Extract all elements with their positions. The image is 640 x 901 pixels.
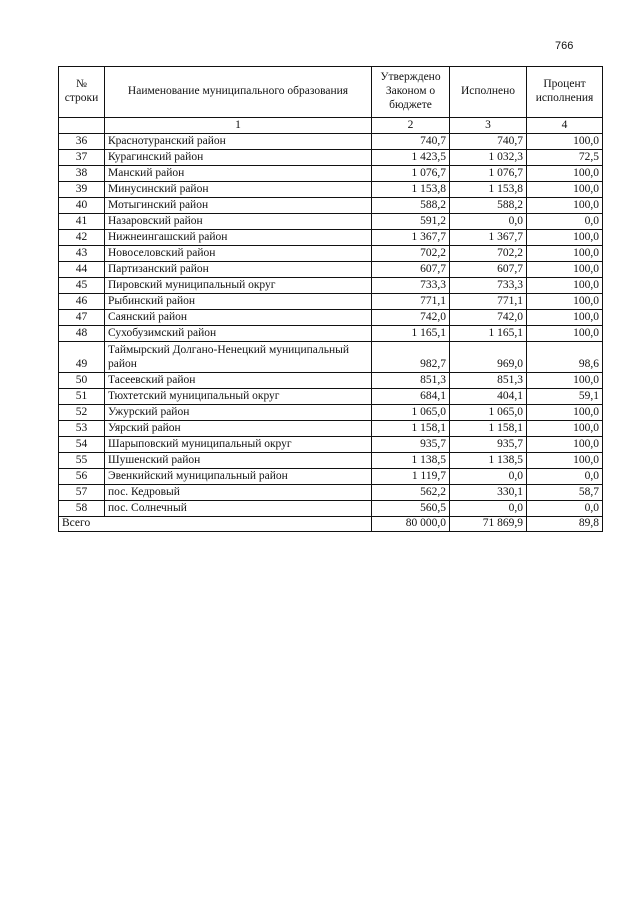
executed-cell: 742,0: [450, 310, 527, 326]
approved-cell: 771,1: [372, 294, 450, 310]
table-row: [59, 469, 603, 485]
approved-cell: 1 065,0: [372, 405, 450, 421]
row-number-cell: 54: [59, 437, 105, 453]
executed-cell: 1 065,0: [450, 405, 527, 421]
municipality-name-cell: пос. Кедровый: [105, 485, 372, 501]
row-number-cell: 37: [59, 150, 105, 166]
approved-cell: 591,2: [372, 214, 450, 230]
total-approved: 80 000,0: [372, 517, 450, 532]
municipality-name-cell: Тюхтетский муниципальный округ: [105, 389, 372, 405]
executed-cell: 733,3: [450, 278, 527, 294]
percent-cell: 100,0: [527, 166, 603, 182]
row-number-cell: 41: [59, 214, 105, 230]
approved-cell: 1 076,7: [372, 166, 450, 182]
row-number-cell: 44: [59, 262, 105, 278]
municipality-name-cell: Сухобузимский район: [105, 326, 372, 342]
municipality-name-cell: Манский район: [105, 166, 372, 182]
municipality-name-cell: Партизанский район: [105, 262, 372, 278]
executed-cell: 702,2: [450, 246, 527, 262]
row-number-cell: 51: [59, 389, 105, 405]
executed-cell: 1 367,7: [450, 230, 527, 246]
percent-cell: 100,0: [527, 437, 603, 453]
row-number-cell: 50: [59, 373, 105, 389]
municipality-name-cell: Шушенский район: [105, 453, 372, 469]
executed-cell: 0,0: [450, 501, 527, 517]
row-number-cell: 40: [59, 198, 105, 214]
approved-cell: 1 119,7: [372, 469, 450, 485]
header-municipality-name: Наименование муниципального образования: [105, 67, 372, 118]
row-number-cell: 39: [59, 182, 105, 198]
percent-cell: 0,0: [527, 501, 603, 517]
municipality-name-cell: Саянский район: [105, 310, 372, 326]
executed-cell: 740,7: [450, 134, 527, 150]
municipality-name-cell: Эвенкийский муниципальный район: [105, 469, 372, 485]
percent-cell: 59,1: [527, 389, 603, 405]
percent-cell: 100,0: [527, 182, 603, 198]
table-row: [59, 342, 603, 373]
budget-execution-table: [58, 66, 603, 532]
municipality-name-cell: Шарыповский муниципальный округ: [105, 437, 372, 453]
municipality-name-cell: Мотыгинский район: [105, 198, 372, 214]
total-label: Всего: [59, 517, 372, 532]
executed-cell: 0,0: [450, 214, 527, 230]
percent-cell: 72,5: [527, 150, 603, 166]
row-number-cell: 52: [59, 405, 105, 421]
table-row: [59, 166, 603, 182]
approved-cell: 560,5: [372, 501, 450, 517]
table-row: [59, 134, 603, 150]
percent-cell: 100,0: [527, 198, 603, 214]
table-row: [59, 373, 603, 389]
header-percent: Процент исполнения: [527, 67, 603, 118]
header-executed: Исполнено: [450, 67, 527, 118]
table-row: [59, 437, 603, 453]
column-number-1: 1: [105, 118, 372, 134]
header-approved: Утверждено Законом о бюджете: [372, 67, 450, 118]
column-number-4: 4: [527, 118, 603, 134]
table-row: [59, 182, 603, 198]
row-number-cell: 55: [59, 453, 105, 469]
percent-cell: 100,0: [527, 310, 603, 326]
table-row: [59, 278, 603, 294]
row-number-cell: 49: [59, 342, 105, 373]
approved-cell: 1 367,7: [372, 230, 450, 246]
executed-cell: 1 165,1: [450, 326, 527, 342]
approved-cell: 740,7: [372, 134, 450, 150]
table-row: [59, 230, 603, 246]
municipality-name-cell: Назаровский район: [105, 214, 372, 230]
percent-cell: 100,0: [527, 294, 603, 310]
table-row: [59, 326, 603, 342]
approved-cell: 982,7: [372, 342, 450, 373]
municipality-name-cell: Уярский район: [105, 421, 372, 437]
percent-cell: 100,0: [527, 373, 603, 389]
percent-cell: 100,0: [527, 134, 603, 150]
percent-cell: 100,0: [527, 230, 603, 246]
percent-cell: 100,0: [527, 421, 603, 437]
percent-cell: 98,6: [527, 342, 603, 373]
table-row: [59, 485, 603, 501]
executed-cell: 0,0: [450, 469, 527, 485]
table-row: [59, 246, 603, 262]
approved-cell: 1 153,8: [372, 182, 450, 198]
table-row: [59, 310, 603, 326]
executed-cell: 607,7: [450, 262, 527, 278]
table-row: [59, 501, 603, 517]
percent-cell: 100,0: [527, 246, 603, 262]
table-row: [59, 150, 603, 166]
executed-cell: 1 076,7: [450, 166, 527, 182]
table-row: [59, 198, 603, 214]
approved-cell: 702,2: [372, 246, 450, 262]
table-body: [59, 134, 603, 517]
row-number-cell: 56: [59, 469, 105, 485]
table-row: [59, 214, 603, 230]
percent-cell: 0,0: [527, 469, 603, 485]
percent-cell: 0,0: [527, 214, 603, 230]
approved-cell: 562,2: [372, 485, 450, 501]
approved-cell: 1 158,1: [372, 421, 450, 437]
percent-cell: 58,7: [527, 485, 603, 501]
percent-cell: 100,0: [527, 453, 603, 469]
executed-cell: 1 138,5: [450, 453, 527, 469]
municipality-name-cell: Рыбинский район: [105, 294, 372, 310]
approved-cell: 851,3: [372, 373, 450, 389]
executed-cell: 1 158,1: [450, 421, 527, 437]
page-number: 766: [555, 40, 574, 52]
approved-cell: 588,2: [372, 198, 450, 214]
municipality-name-cell: Нижнеингашский район: [105, 230, 372, 246]
column-number-3: 3: [450, 118, 527, 134]
executed-cell: 1 153,8: [450, 182, 527, 198]
municipality-name-cell: Краснотуранский район: [105, 134, 372, 150]
approved-cell: 684,1: [372, 389, 450, 405]
table-row: [59, 421, 603, 437]
row-number-cell: 46: [59, 294, 105, 310]
row-number-cell: 58: [59, 501, 105, 517]
percent-cell: 100,0: [527, 262, 603, 278]
municipality-name-cell: Таймырский Долгано-Ненецкий муниципальный район: [105, 342, 372, 373]
executed-cell: 404,1: [450, 389, 527, 405]
municipality-name-cell: Минусинский район: [105, 182, 372, 198]
municipality-name-cell: пос. Солнечный: [105, 501, 372, 517]
executed-cell: 771,1: [450, 294, 527, 310]
percent-cell: 100,0: [527, 278, 603, 294]
row-number-cell: 36: [59, 134, 105, 150]
executed-cell: 330,1: [450, 485, 527, 501]
row-number-cell: 38: [59, 166, 105, 182]
row-number-cell: 53: [59, 421, 105, 437]
municipality-name-cell: Ужурский район: [105, 405, 372, 421]
approved-cell: 1 138,5: [372, 453, 450, 469]
table-row: [59, 389, 603, 405]
executed-cell: 851,3: [450, 373, 527, 389]
total-executed: 71 869,9: [450, 517, 527, 532]
column-number-blank: [59, 118, 105, 134]
approved-cell: 733,3: [372, 278, 450, 294]
header-row-number: № строки: [59, 67, 105, 118]
percent-cell: 100,0: [527, 326, 603, 342]
approved-cell: 1 165,1: [372, 326, 450, 342]
row-number-cell: 48: [59, 326, 105, 342]
percent-cell: 100,0: [527, 405, 603, 421]
total-percent: 89,8: [527, 517, 603, 532]
municipality-name-cell: Пировский муниципальный округ: [105, 278, 372, 294]
row-number-cell: 57: [59, 485, 105, 501]
municipality-name-cell: Курагинский район: [105, 150, 372, 166]
municipality-name-cell: Новоселовский район: [105, 246, 372, 262]
municipality-name-cell: Тасеевский район: [105, 373, 372, 389]
table-row: [59, 405, 603, 421]
row-number-cell: 45: [59, 278, 105, 294]
row-number-cell: 47: [59, 310, 105, 326]
executed-cell: 588,2: [450, 198, 527, 214]
table-row: [59, 453, 603, 469]
table-row: [59, 294, 603, 310]
approved-cell: 935,7: [372, 437, 450, 453]
approved-cell: 1 423,5: [372, 150, 450, 166]
executed-cell: 1 032,3: [450, 150, 527, 166]
column-number-2: 2: [372, 118, 450, 134]
row-number-cell: 43: [59, 246, 105, 262]
approved-cell: 607,7: [372, 262, 450, 278]
executed-cell: 935,7: [450, 437, 527, 453]
table-row: [59, 262, 603, 278]
approved-cell: 742,0: [372, 310, 450, 326]
total-row: [59, 517, 603, 532]
executed-cell: 969,0: [450, 342, 527, 373]
row-number-cell: 42: [59, 230, 105, 246]
